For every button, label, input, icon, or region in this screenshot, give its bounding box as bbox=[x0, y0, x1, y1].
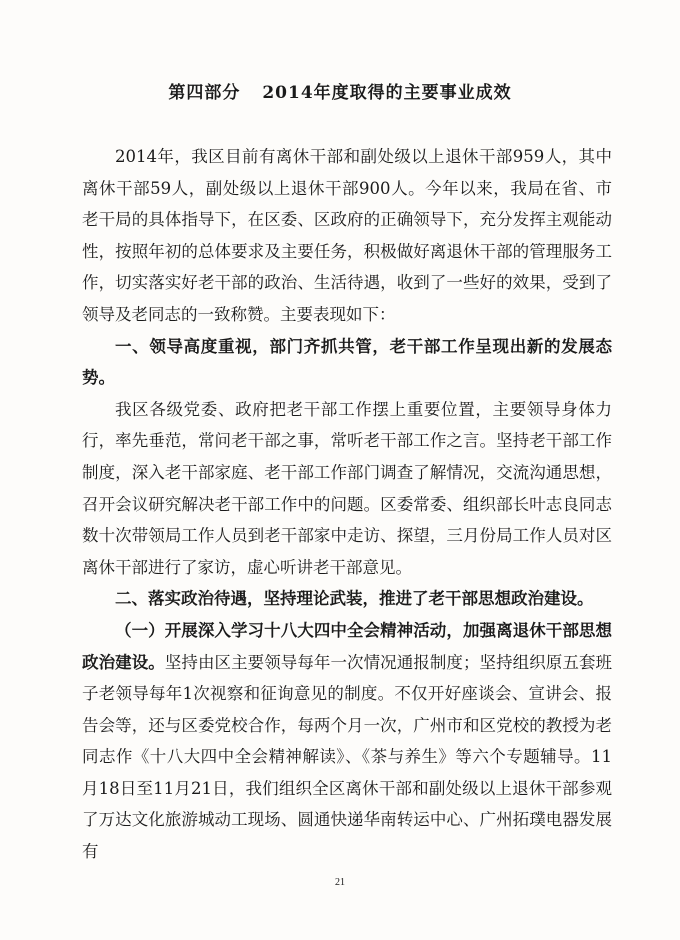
body-text bbox=[82, 141, 612, 868]
section-heading-1: 一、领导高度重视，部门齐抓共管，老干部工作呈现出新的发展态势。 bbox=[82, 336, 612, 388]
subsection-1-paragraph bbox=[82, 615, 612, 868]
section-1-paragraph: 我区各级党委、政府把老干部工作摆上重要位置，主要领导身体力行，率先垂范，常问老干部之事，常听老干部工作之言。坚持老干部工作制度，深入老干部家庭、老干部工作部门调查了解情况，交流沟通思想，召开会议研究解决老干部工作中的问题。区委常委、组织部长叶志良同志数十次带领局工作人员到老干部家中走访、探望，三月份局工作人员对区离休干部进行了家访，虚心听讲老干部意见。 bbox=[82, 399, 612, 577]
subsection-1-body: 坚持由区主要领导每年一次情况通报制度；坚持组织原五套班子老领导每年1次视察和征询意见的制度。不仅开好座谈会、宣讲会、报告会等，还与区委党校合作，每两个月一次，广州市和区党校的教授为老同志作《十八大四中全会精神解读》、《茶与养生》等六个专题辅导。11月18日至11月21日，我们组织全区离休干部和副处级以上退休干部参观了万达文化旅游城动工现场、圆通快递华南转运中心、广州拓璞电器发展有 bbox=[82, 652, 613, 862]
title-text: 2014年度取得的主要事业成效 bbox=[262, 83, 512, 103]
page-number: 21 bbox=[335, 877, 345, 888]
section-heading-2: 二、落实政治待遇，坚持理论武装，推进了老干部思想政治建设。 bbox=[115, 589, 594, 609]
title-part-label: 第四部分 bbox=[168, 83, 241, 103]
subsection-1-heading: （一）开展深入学习十八大四中全会精神活动，加强离退休干部思想政治建设。 bbox=[82, 620, 612, 672]
intro-paragraph: 2014年，我区目前有离休干部和副处级以上退休干部959人，其中离休干部59人，副处级以上退休干部900人。今年以来，我局在省、市老干局的具体指导下，在区委、区政府的正确领导下，充分发挥主观能动性，按照年初的总体要求及主要任务，积极做好离退休干部的管理服务工作，切实落实好老干部的政治、生活待遇，收到了一些好的效果，受到了领导及老同志的一致称赞。主要表现如下： bbox=[82, 147, 612, 324]
page-title bbox=[0, 78, 680, 103]
